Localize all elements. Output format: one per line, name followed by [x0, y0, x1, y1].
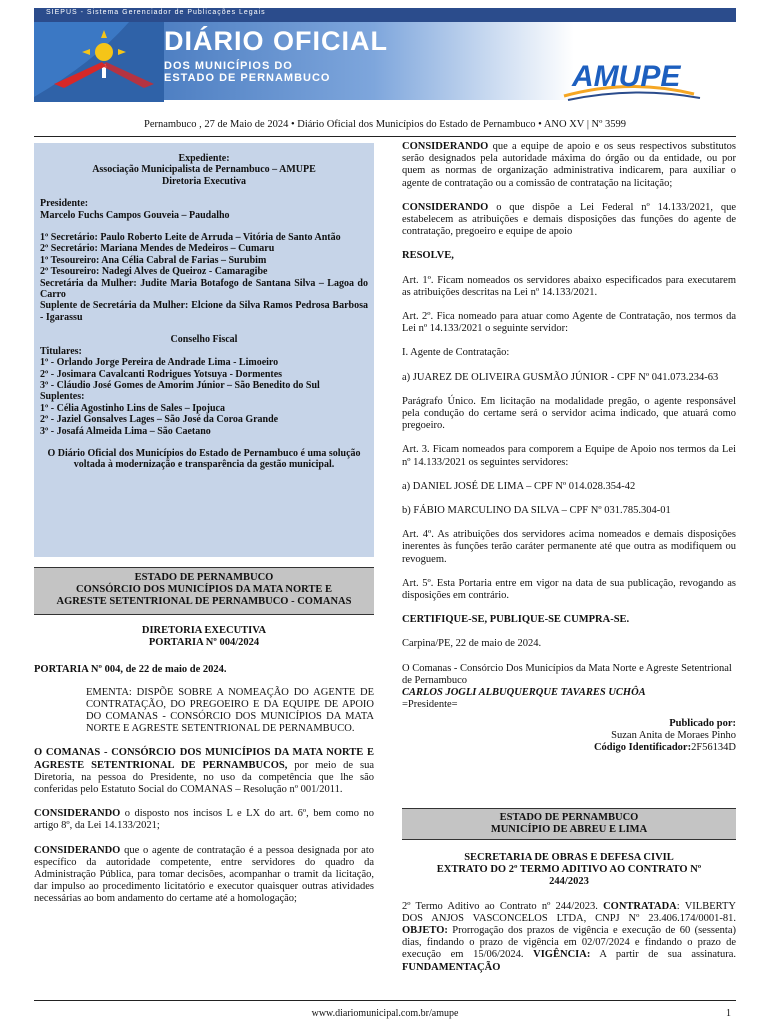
certifique-line: CERTIFIQUE-SE, PUBLIQUE-SE CUMPRA-SE. [402, 614, 630, 626]
considerando-1-label: CONSIDERANDO [34, 808, 121, 820]
suplente-2: 2º - Jaziel Gonsalves Lages – São José da Coroa Grande [40, 414, 279, 426]
art-4: Art. 4º. As atribuições dos servidores acima nomeados e demais disposições inerentes às funções terão caráter permanente até que outra as modifiquem ou revoguem. [402, 529, 736, 565]
considerando-2-label: CONSIDERANDO [34, 844, 121, 856]
termo-part-2: : VILBERTY DOS ANJOS VASCONCELOS LTDA, CNPJ Nº 23.406.174/0001-81. [402, 900, 736, 924]
signature-name: CARLOS JOGLI ALBUQUERQUE TAVARES UCHÔA [402, 687, 646, 699]
signature-role: =Presidente= [402, 699, 458, 711]
titular-2: 2º - Josimara Cavalcanti Rodrigues Yotsuya - Dormentes [40, 368, 283, 380]
sec2-line: 2º Secretário: Mariana Mendes de Medeiros – Cumaru [40, 243, 275, 255]
top-strip [34, 8, 736, 22]
fabio-line: b) FÁBIO MARCULINO DA SILVA – CPF Nº 031.785.304-01 [402, 505, 671, 517]
suplente-1: 1º - Célia Agostinho Lins de Sales – Ipojuca [40, 402, 225, 414]
section-line-3: AGRESTE SETENTRIONAL DE PERNAMBUCO - COMANAS [56, 596, 352, 608]
art-5: Art. 5º. Esta Portaria entre em vigor na data de sua publicação, revogando as disposições em contrário. [402, 577, 736, 602]
considerando-3 [402, 141, 736, 190]
section-header-abreu-lima [402, 808, 736, 840]
subtitle-line-2: ESTADO DE PERNAMBUCO [164, 72, 331, 84]
considerando-4-label: CONSIDERANDO [402, 201, 489, 213]
considerando-3-label: CONSIDERANDO [402, 141, 489, 152]
section2-line-2: MUNICÍPIO DE ABREU E LIMA [490, 824, 648, 836]
issue-header-line: Pernambuco , 27 de Maio de 2024 • Diário Oficial dos Municípios do Estado de Pernambuco • ANO XV | Nº 3599 [143, 119, 627, 130]
suplente-3: 3º - Josafá Almeida Lima – São Caetano [40, 425, 211, 437]
daniel-line: a) DANIEL JOSÉ DE LIMA – CPF Nº 014.028.354-42 [402, 480, 636, 492]
sec1-line: 1º Secretário: Paulo Roberto Leite de Arruda – Vitória de Santo Antão [40, 232, 341, 244]
section2-line-1: ESTADO DE PERNAMBUCO [499, 812, 639, 823]
mulher-line: Secretária da Mulher: Judite Maria Botafogo de Santana Silva – Lagoa do Carro [40, 277, 368, 301]
comanas-text: por meio de sua Diretoria, na pessoa do Presidente, no uso da competência que lhe são conferidas pelo Estatuto Social do COMANAS – Resolução nº 001/2011. [34, 759, 374, 796]
expediente-box [34, 143, 374, 557]
considerando-4-text: o que dispõe a Lei Federal nº 14.133/2021, que estabelecem as atribuições e demais disposições das funções do agente de contratação, pregoeiro e equipe de apoio [402, 201, 736, 238]
objeto-label: OBJETO: [402, 925, 448, 937]
fundamentacao-label: FUNDAMENTAÇÃO [402, 961, 501, 973]
expediente-org: Associação Municipalista de Pernambuco – AMUPE [92, 164, 316, 176]
portaria-ementa: EMENTA: DISPÕE SOBRE A NOMEAÇÃO DO AGENTE DE CONTRATAÇÃO, DO PREGOEIRO E DA EQUIPE DE APOIO DO COMANAS - CONSÓRCIO DOS MUNICÍPIOS DA MATA NORTE E AGRESTE SETENTRIONAL DE PERNAMBUCO. [86, 686, 374, 735]
considerando-1 [34, 808, 374, 832]
vigencia-label: VIGÊNCIA: [533, 949, 591, 961]
section-header-comanas [34, 567, 374, 615]
termo-part-4: A partir de sua assinatura. [590, 949, 736, 961]
amupe-logo-text: AMUPE [572, 60, 681, 93]
resolve-heading: RESOLVE, [402, 250, 454, 262]
considerando-2-text: que o agente de contratação é a pessoa designada por ato específico da autoridade competente, entre servidores do quadro da Administração Pública, para tomar decisões, acompanhar o tramit da licitação, dar impulso ao procedimento licitatório e executor quaisquer outras atividades necessárias ao bom andamento do certame até a homologação; [34, 844, 374, 905]
considerando-2 [34, 845, 374, 906]
page-number: 1 [726, 1008, 731, 1019]
pernambuco-flag-icon [34, 22, 164, 102]
extrato-heading: EXTRATO DO 2º TERMO ADITIVO AO CONTRATO Nº [436, 864, 702, 876]
section-line-2: CONSÓRCIO DOS MUNICÍPIOS DA MATA NORTE E [76, 584, 332, 596]
tes1-line: 1º Tesoureiro: Ana Célia Cabral de Farias – Surubim [40, 254, 267, 266]
art-2: Art. 2º. Fica nomeado para atuar como Agente de Contratação, nos termos da Lei nº 14.133/2021 o seguinte servidor: [402, 311, 736, 335]
suplente-line: Suplente de Secretária da Mulher: Elcione da Silva Ramos Pedrosa Barbosa - Igarassu [40, 300, 368, 323]
juarez-line: a) JUAREZ DE OLIVEIRA GUSMÃO JÚNIOR - CPF Nº 041.073.234-63 [402, 371, 719, 383]
expediente-dir: Diretoria Executiva [162, 175, 246, 187]
published-by-name: Suzan Anita de Moraes Pinho [611, 729, 736, 741]
titular-3: 3º - Cláudio José Gomes de Amorim Júnior – São Benedito do Sul [40, 379, 320, 391]
right-column [402, 141, 736, 754]
contratada-label: CONTRATADA [603, 900, 677, 912]
diario-note: O Diário Oficial dos Municípios do Estado de Pernambuco é uma solução voltada à modernização e transparência da gestão municipal. [47, 447, 361, 471]
footer-divider [34, 1000, 736, 1001]
signature-org: O Comanas - Consórcio Dos Municípios da Mata Norte e Agreste Setentrional de Pernambuco [402, 662, 732, 686]
masthead-banner [34, 8, 736, 110]
considerando-4 [402, 202, 736, 239]
masthead-subtitle [164, 60, 330, 84]
abreu-lima-content [402, 852, 736, 974]
identifier-label: Código Identificador: [593, 741, 692, 753]
section-line-1: ESTADO DE PERNAMBUCO [134, 572, 274, 583]
art-1: Art. 1º. Ficam nomeados os servidores abaixo especificados para executarem as atribuições descritas na Lei nº 14.133/2021. [402, 274, 736, 298]
termo-part-3: Prorrogação dos prazos de vigência e execução de 60 (sessenta) dias, findando o prazo de vigência em 02/07/2024 e findando o prazo de execução em 15/06/2024. [402, 925, 736, 961]
amupe-logo [554, 58, 704, 102]
comanas-name: O COMANAS - CONSÓRCIO DOS MUNICÍPIOS DA MATA NORTE E AGRESTE SETENTRIONAL DE PERNAMBUCOS, [34, 747, 374, 771]
identifier-code [402, 742, 736, 754]
considerando-3-text: que a equipe de apoio e os seus respectivos substitutos serão designados pela autoridade máxima do órgão ou da entidade, ou por quem as normas de organização administrativa indicarem, para auxiliar o agente de contratação ou a comissão de contratação na licitação; [402, 141, 736, 189]
secretaria-heading: SECRETARIA DE OBRAS E DEFESA CIVIL [464, 852, 674, 863]
extrato-number: 244/2023 [549, 876, 589, 888]
portaria-number: PORTARIA Nº 004/2024 [148, 637, 260, 649]
comanas-paragraph [34, 747, 374, 796]
considerando-1-text: o disposto nos incisos L e LX do art. 6º, bem como no artigo 8º, da Lei 14.133/2021; [34, 808, 374, 832]
identifier-value: 2F56134D [691, 741, 736, 753]
header-divider [34, 136, 736, 137]
subtitle-line-1: DOS MUNICÍPIOS DO [164, 60, 293, 72]
titular-1: 1º - Orlando Jorge Pereira de Andrade Lima - Limoeiro [40, 357, 279, 369]
suplentes-label: Suplentes: [40, 391, 85, 403]
date-line: Carpina/PE, 22 de maio de 2024. [402, 638, 542, 650]
published-by-label: Publicado por: [669, 717, 736, 729]
masthead-title: DIÁRIO OFICIAL [164, 26, 388, 56]
pres-name: Marcelo Fuchs Campos Gouveia – Paudalho [40, 209, 230, 221]
tes2-line: 2º Tesoureiro: Nadegi Alves de Queiroz - Camaragibe [40, 266, 268, 278]
expediente-title: Expediente: [178, 153, 230, 164]
siepus-label: SIEPUS - Sistema Gerenciador de Publicações Legais [46, 9, 266, 16]
agente-heading: I. Agente de Contratação: [402, 347, 510, 359]
paragrafo-unico: Parágrafo Único. Em licitação na modalidade pregão, o agente responsável pela condução do certame será o servidor acima indicado, que atuará como pregoeiro. [402, 395, 736, 432]
termo-part-1: 2º Termo Aditivo ao Contrato nº 244/2023. [402, 900, 604, 912]
diretoria-heading: DIRETORIA EXECUTIVA [141, 625, 267, 636]
left-column [34, 625, 374, 906]
titulares-label: Titulares: [40, 345, 82, 357]
conselho-title: Conselho Fiscal [170, 334, 238, 346]
portaria-title: PORTARIA Nº 004, de 22 de maio de 2024. [34, 664, 227, 676]
footer-url[interactable]: www.diariomunicipal.com.br/amupe [311, 1008, 459, 1019]
termo-aditivo-text [402, 901, 736, 974]
art-3: Art. 3. Ficam nomeados para comporem a Equipe de Apoio nos termos da Lei nº 14.133/2021 os seguintes servidores: [402, 444, 736, 468]
pres-label: Presidente: [40, 198, 89, 210]
